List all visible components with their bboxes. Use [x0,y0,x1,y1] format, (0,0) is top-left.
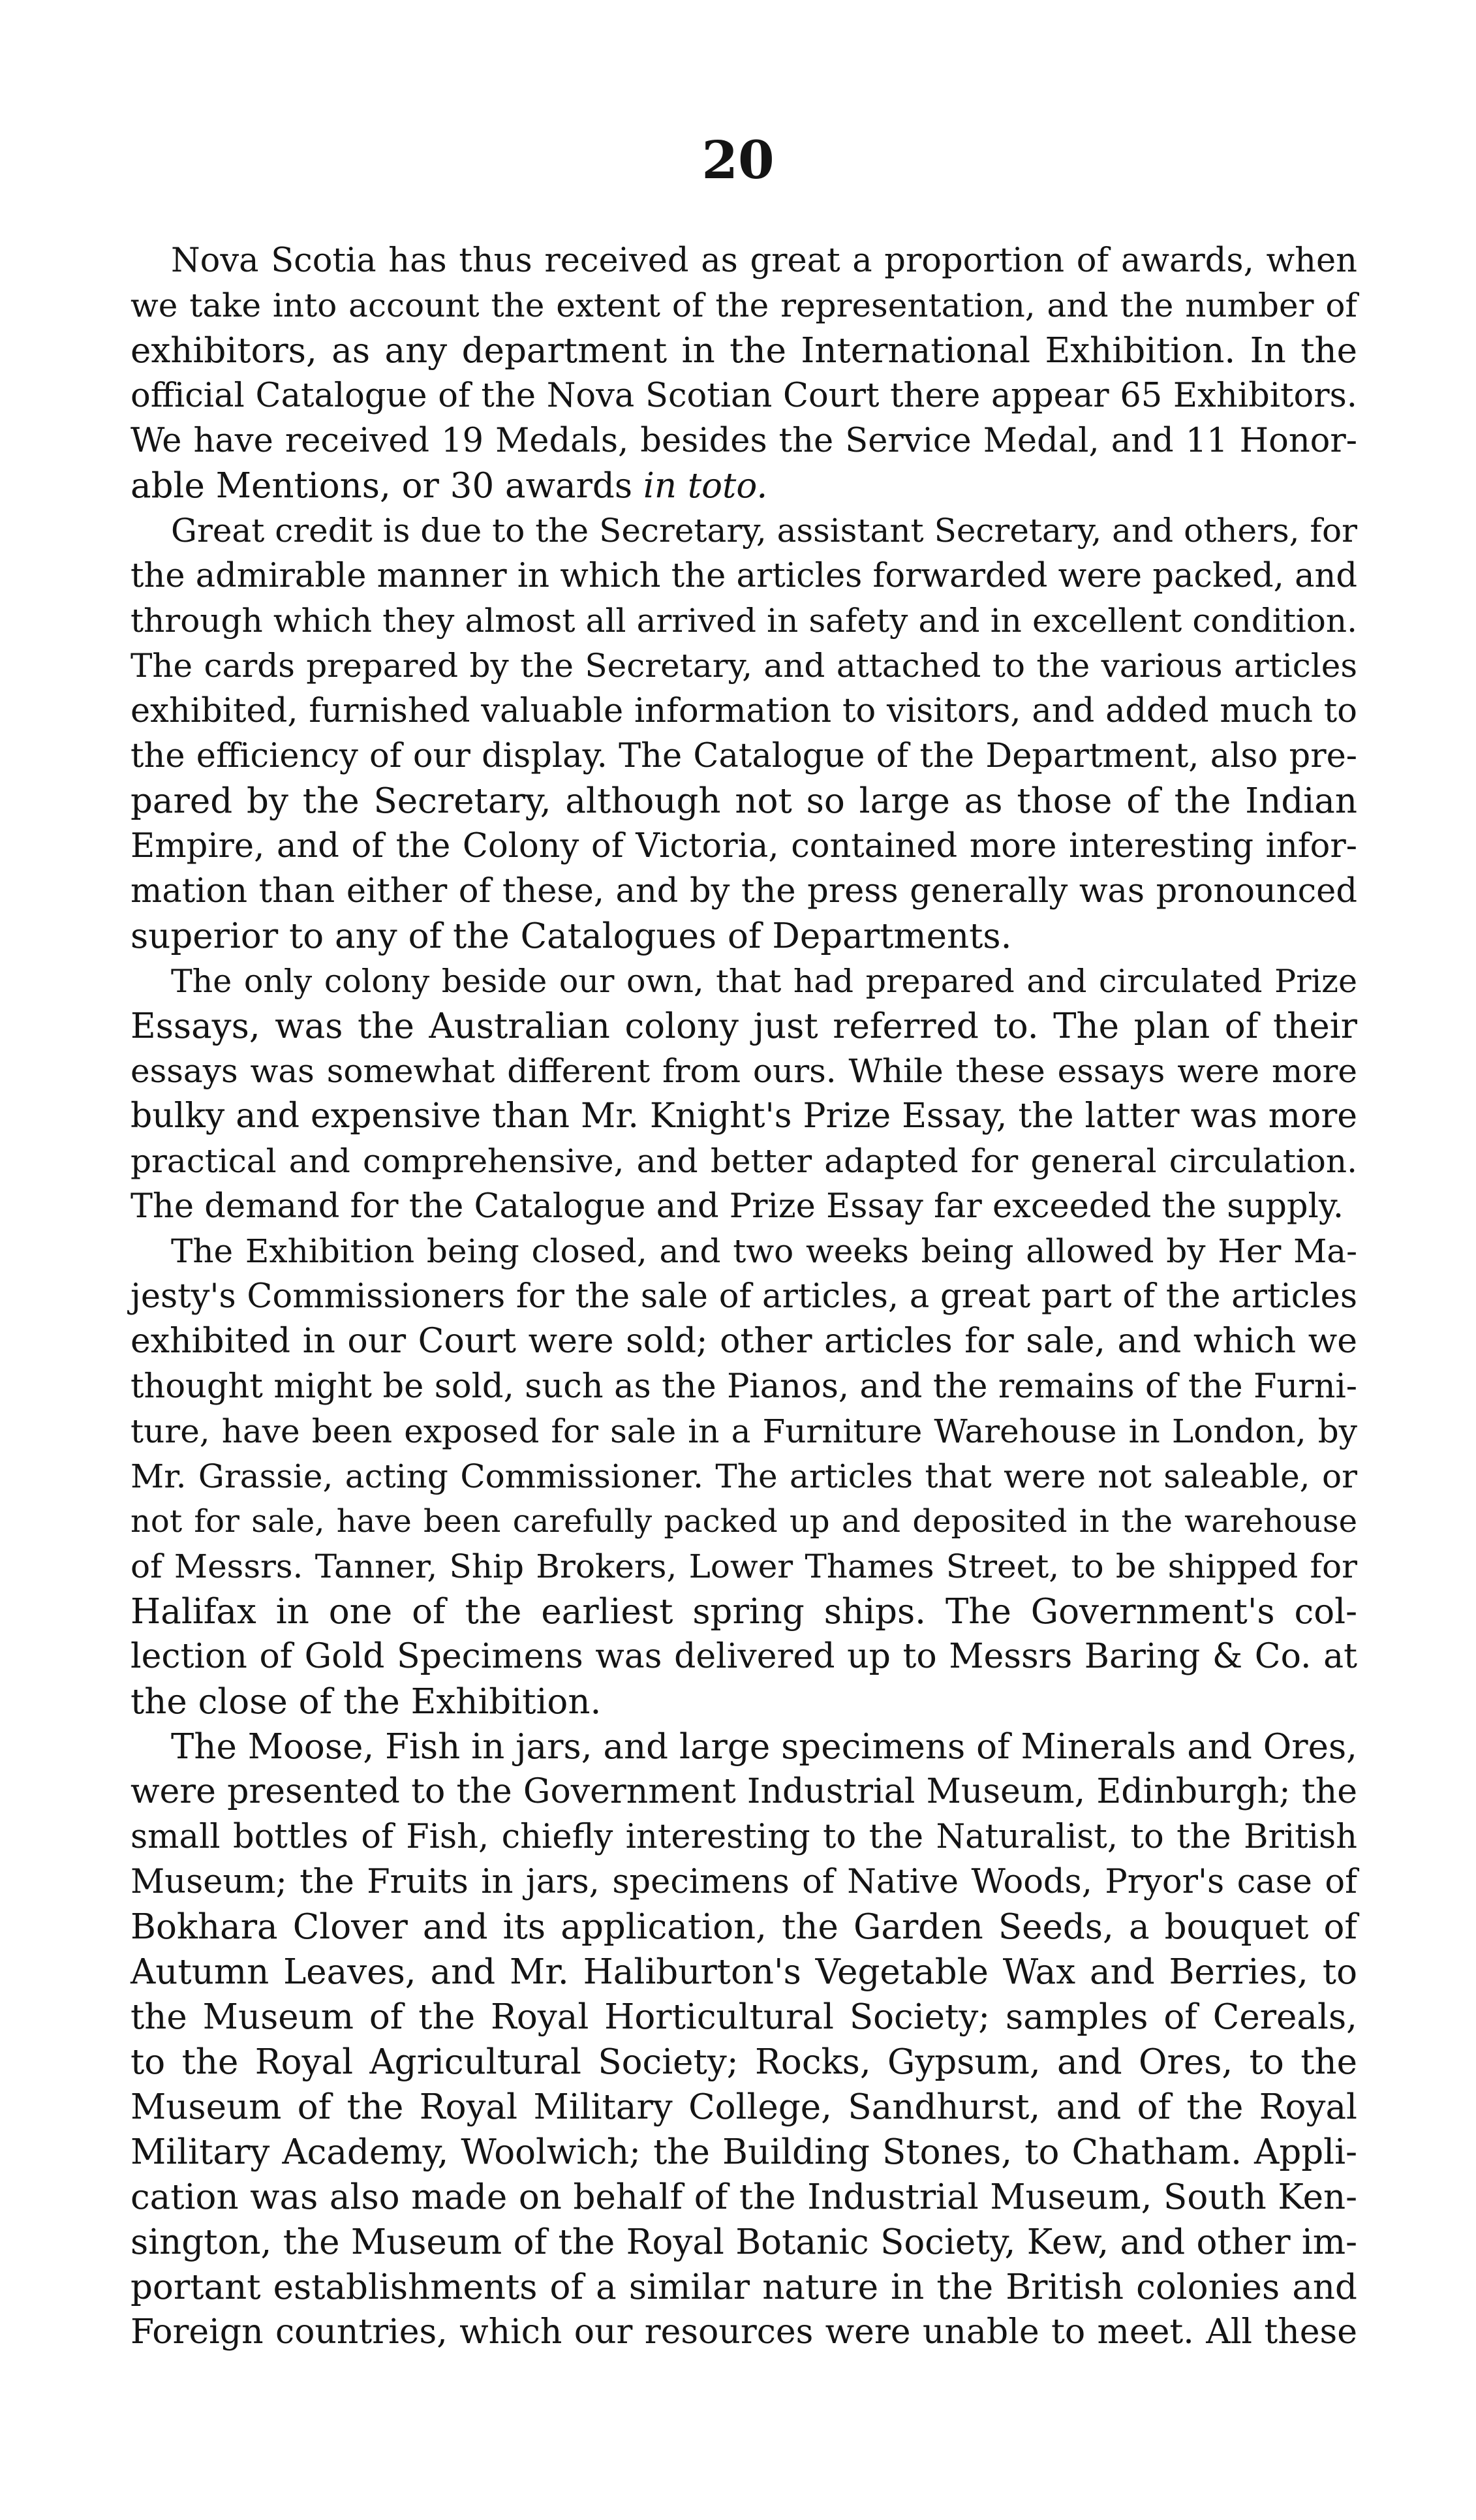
text-line [131,959,1357,1004]
text-line [131,1004,1357,1049]
text-line-content: portant establishments of a similar nature in the British colonies and [131,2267,1357,2307]
text-line-content: we take into account the extent of the representation, and the number of [131,287,1357,324]
text-line-content: to the Royal Agricultural Society; Rocks, Gypsum, and Ores, to the [131,2042,1357,2082]
text-line [131,1049,1357,1094]
text-line [131,508,1357,553]
text-line [131,1905,1357,1950]
text-line-content: exhibited, furnished valuable information to visitors, and added much to [131,692,1357,730]
text-line [131,824,1357,869]
text-line-content: The demand for the Catalogue and Prize Essay far exceeded the supply. [131,1187,1344,1226]
text-line-content: Empire, and of the Colony of Victoria, contained more interesting infor- [131,827,1357,865]
text-line-content: Foreign countries, which our resources were unable to meet. All these [131,2312,1357,2352]
text-line-content: essays was somewhat different from ours. While these essays were more [131,1052,1357,1090]
italic-phrase: in toto. [643,466,768,506]
text-line [131,914,1357,959]
text-line [131,599,1357,644]
text-line [131,689,1357,734]
text-line-content: Autumn Leaves, and Mr. Haliburton's Vegetable Wax and Berries, to [131,1952,1357,1992]
text-line-content: pared by the Secretary, although not so large as those of the Indian [131,781,1357,821]
text-line [131,1499,1357,1544]
text-line-content: bulky and expensive than Mr. Knight's Prize Essay, the latter was more [131,1097,1357,1136]
text-line [131,644,1357,689]
text-line-content: superior to any of the Catalogues of Departments. [131,916,1012,956]
text-line [131,1274,1357,1319]
text-line [131,2040,1357,2085]
text-line [131,734,1357,779]
text-line [131,2310,1357,2355]
text-line [131,283,1357,328]
text-line [131,1814,1357,1859]
text-line-content: Museum of the Royal Military College, Sandhurst, and of the Royal [131,2087,1357,2127]
text-line-content: Bokhara Clover and its application, the Garden Seeds, a bouquet of [131,1907,1357,1947]
text-line [131,779,1357,824]
text-line [131,1454,1357,1499]
text-line-content: The Moose, Fish in jars, and large specimens of Minerals and Ores, [171,1727,1357,1767]
body-text [131,238,1357,2355]
text-line [131,1094,1357,1139]
text-line [131,1950,1357,1995]
text-line [131,1724,1357,1769]
text-line-content: were presented to the Government Industrial Museum, Edinburgh; the [131,1772,1357,1811]
text-line-content: sington, the Museum of the Royal Botanic Society, Kew, and other im- [131,2222,1357,2262]
text-line [131,1364,1357,1409]
text-line-content: able Mentions, or 30 awards [131,466,633,506]
text-line-content: Mr. Grassie, acting Commissioner. The articles that were not saleable, or [131,1457,1357,1495]
text-line-content: Military Academy, Woolwich; the Building Stones, to Chatham. Appli- [131,2132,1357,2172]
text-line-content: The cards prepared by the Secretary, and attached to the various articles [131,647,1357,685]
text-line-content: not for sale, have been carefully packed up and deposited in the warehouse [131,1503,1357,1540]
text-line [131,1634,1357,1679]
text-line-content: the Museum of the Royal Horticultural Society; samples of Cereals, [131,1997,1357,2037]
text-line [131,1319,1357,1364]
text-line-content: Museum; the Fruits in jars, specimens of Native Woods, Pryor's case of [131,1863,1357,1901]
text-line [131,2220,1357,2265]
page-number: 20 [701,129,775,191]
text-line [131,1769,1357,1814]
text-line-content: thought might be sold, such as the Pianos, and the remains of the Furni- [131,1367,1357,1406]
text-line-content: practical and comprehensive, and better adapted for general circulation. [131,1142,1357,1180]
text-line [131,2085,1357,2130]
text-line [131,1544,1357,1589]
text-line-content: The only colony beside our own, that had prepared and circulated Prize [171,963,1357,1000]
text-line-content: ture, have been exposed for sale in a Furniture Warehouse in London, by [131,1412,1357,1450]
text-line [131,2265,1357,2310]
text-line-content: exhibited in our Court were sold; other articles for sale, and which we [131,1322,1357,1361]
text-line-content: the close of the Exhibition. [131,1682,602,1722]
text-line-content: Essays, was the Australian colony just referred to. The plan of their [131,1006,1357,1046]
text-line-content: through which they almost all arrived in safety and in excellent condition. [131,602,1357,640]
text-line-content: exhibitors, as any department in the International Exhibition. In the [131,331,1357,371]
text-line [131,1859,1357,1905]
text-line-content: the efficiency of our display. The Catalogue of the Department, also pre- [131,737,1357,775]
text-line [131,328,1357,373]
text-line [131,553,1357,599]
text-line [131,463,1357,508]
text-line [131,1139,1357,1184]
text-line [131,1679,1357,1724]
text-line [131,2130,1357,2175]
text-line [131,2175,1357,2220]
text-line-content: of Messrs. Tanner, Ship Brokers, Lower Thames Street, to be shipped for [131,1548,1357,1585]
text-line-content: Great credit is due to the Secretary, assistant Secretary, and others, for [171,512,1357,550]
text-line-content: Halifax in one of the earliest spring ships. The Government's col- [131,1592,1357,1632]
text-line-content: mation than either of these, and by the press generally was pronounced [131,872,1357,910]
text-line-content: We have received 19 Medals, besides the Service Medal, and 11 Honor- [131,422,1357,460]
text-line-content: official Catalogue of the Nova Scotian Court there appear 65 Exhibitors. [131,377,1357,415]
text-line-content: The Exhibition being closed, and two weeks being allowed by Her Ma- [171,1232,1357,1270]
text-line [131,238,1357,283]
text-line [131,869,1357,914]
text-line [131,1409,1357,1454]
text-line-content: lection of Gold Specimens was delivered up to Messrs Baring & Co. at [131,1637,1357,1676]
text-line [131,373,1357,418]
text-line [131,1995,1357,2040]
text-line-content: small bottles of Fish, chiefly interesting to the Naturalist, to the British [131,1818,1357,1856]
text-line [131,1229,1357,1274]
text-line [131,1184,1357,1229]
text-line-content: jesty's Commissioners for the sale of articles, a great part of the articles [131,1277,1357,1316]
text-line-content: Nova Scotia has thus received as great a proportion of awards, when [171,241,1357,280]
text-line [131,1589,1357,1634]
text-line [131,418,1357,463]
text-line-content: the admirable manner in which the articles forwarded were packed, and [131,557,1357,595]
text-line-content: cation was also made on behalf of the Industrial Museum, South Ken- [131,2177,1357,2217]
